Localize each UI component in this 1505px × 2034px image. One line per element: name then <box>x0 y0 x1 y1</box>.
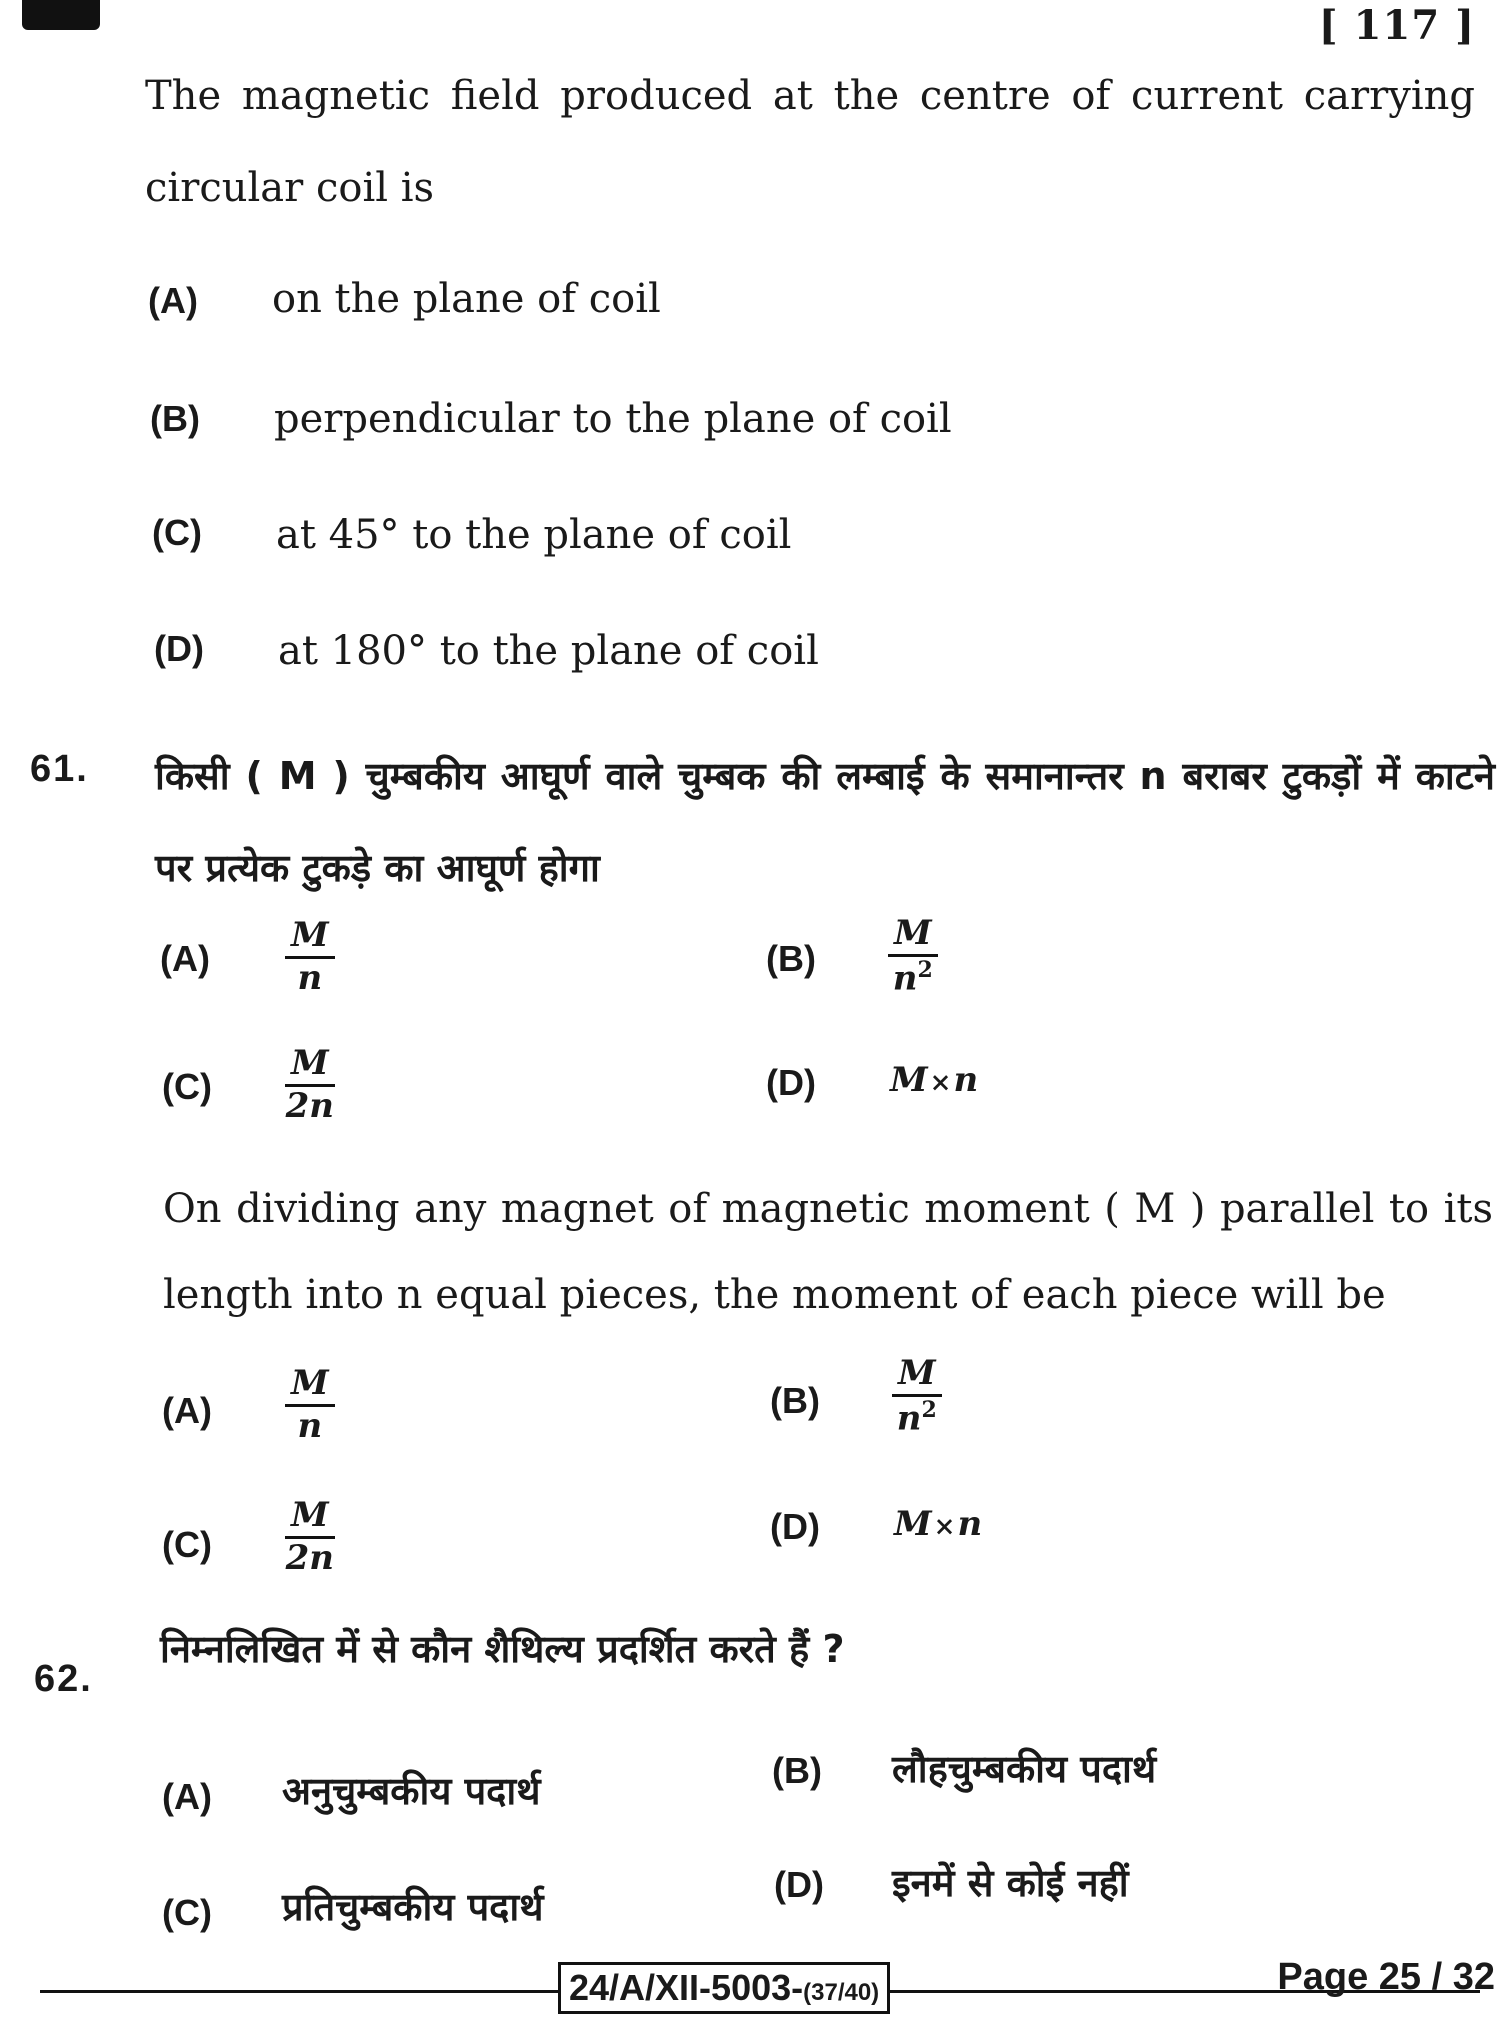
page-indicator: Page 25 / 32 <box>1277 1956 1495 1998</box>
option-label: (A) <box>148 280 198 321</box>
option-text: अनुचुम्बकीय पदार्थ <box>282 1769 541 1813</box>
option-text: on the plane of coil <box>272 276 661 322</box>
option-label: (A) <box>162 1390 212 1431</box>
numerator: M <box>285 1046 335 1087</box>
option-label: (B) <box>772 1750 822 1791</box>
exponent: 2 <box>917 956 933 983</box>
option-label: (D) <box>770 1506 820 1547</box>
denominator: $n^2$ <box>896 1396 937 1439</box>
numerator: M <box>892 1356 942 1397</box>
fraction <box>285 1495 335 1578</box>
question-61-stem-english: On dividing any magnet of magnetic moment ( M ) parallel to its length into n equal pieces, the moment of each piece will be <box>163 1186 1493 1318</box>
denominator: n <box>297 1405 323 1446</box>
corner-mark <box>22 0 100 30</box>
denominator: n <box>297 957 323 998</box>
question-number: 61. <box>30 748 89 790</box>
question-61-stem-hindi: किसी ( M ) चुम्बकीय आघूर्ण वाले चुम्बक की लम्बाई के समानान्तर n बराबर टुकड़ों में काटने पर प्रत्येक टुकड़े का आघूर्ण होगा <box>155 754 1495 890</box>
denominator: $n^2$ <box>892 956 933 999</box>
option-label: (B) <box>766 938 816 979</box>
question-number: 62. <box>34 1658 93 1700</box>
option-label: (B) <box>770 1380 820 1421</box>
fraction <box>285 915 335 998</box>
question-62-stem-hindi: निम्नलिखित में से कौन शैथिल्य प्रदर्शित करते हैं ? <box>160 1627 845 1671</box>
numerator: M <box>285 1366 335 1407</box>
option-text: perpendicular to the plane of coil <box>274 396 952 442</box>
numerator: M <box>888 916 938 957</box>
fraction <box>888 913 938 999</box>
denominator: 2n <box>285 1085 335 1126</box>
option-label: (D) <box>774 1864 824 1905</box>
page-number: [ 117 ] <box>1318 2 1475 49</box>
expression: M×n <box>890 1060 979 1100</box>
option-text: प्रतिचुम्बकीय पदार्थ <box>282 1885 544 1929</box>
denominator: 2n <box>285 1537 335 1578</box>
option-label: (A) <box>160 938 210 979</box>
numerator: M <box>285 1498 335 1539</box>
option-text: at 180° to the plane of coil <box>278 628 819 674</box>
option-label: (B) <box>150 398 200 439</box>
fraction <box>892 1353 942 1439</box>
fraction <box>285 1043 335 1126</box>
option-text: लौहचुम्बकीय पदार्थ <box>892 1747 1157 1791</box>
option-label: (C) <box>162 1892 212 1933</box>
expression: M×n <box>894 1504 983 1544</box>
paper-code: 24/A/XII-5003-(37/40) <box>558 1962 890 2014</box>
option-label: (C) <box>162 1524 212 1565</box>
question-60-stem: The magnetic field produced at the centre of current carrying circular coil is <box>145 73 1475 211</box>
option-label: (D) <box>766 1062 816 1103</box>
fraction <box>285 1363 335 1446</box>
numerator: M <box>285 918 335 959</box>
option-label: (D) <box>154 628 204 669</box>
option-text: at 45° to the plane of coil <box>276 512 792 558</box>
option-label: (C) <box>162 1066 212 1107</box>
option-label: (A) <box>162 1776 212 1817</box>
exponent: 2 <box>921 1396 937 1423</box>
option-label: (C) <box>152 512 202 553</box>
option-text: इनमें से कोई नहीं <box>892 1861 1129 1905</box>
